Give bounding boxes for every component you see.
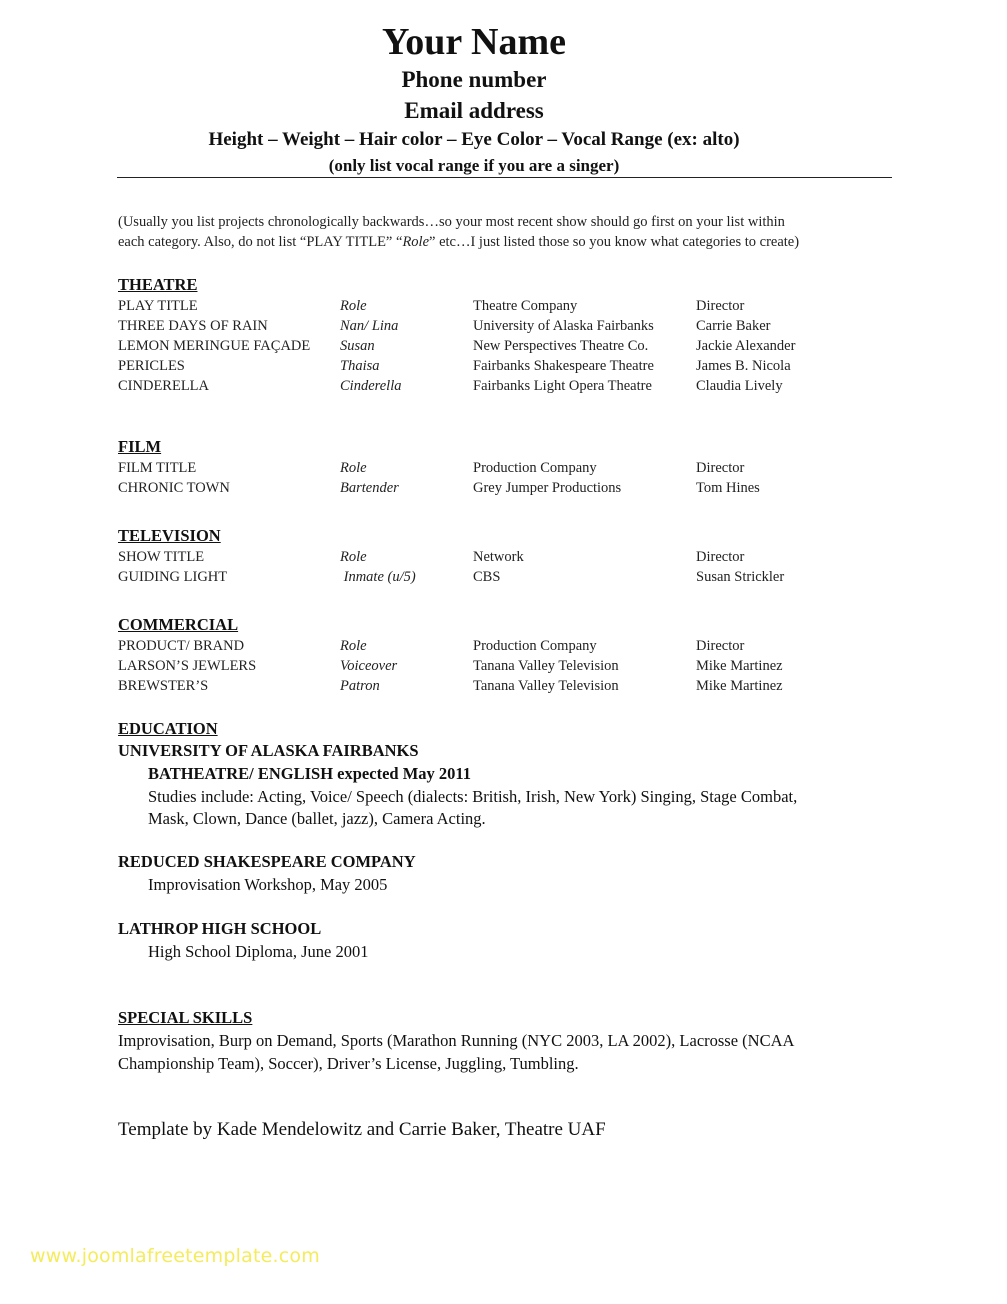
school-name: REDUCED SHAKESPEARE COMPANY xyxy=(118,852,416,871)
credit-role: Voiceover xyxy=(340,658,398,674)
school-name: LATHROP HIGH SCHOOL xyxy=(118,919,322,938)
commercial-row xyxy=(118,636,898,656)
theatre-row xyxy=(118,316,898,336)
credit-director: Carrie Baker xyxy=(696,318,771,334)
credit-company: New Perspectives Theatre Co. xyxy=(473,338,649,354)
physical-stats: Height – Weight – Hair color – Eye Color – Vocal Range (ex: alto) xyxy=(208,129,740,150)
studies-line-1: Studies include: Acting, Voice/ Speech (dialects: British, Irish, New York) Singing, Stage Combat, xyxy=(148,787,798,806)
school-detail: High School Diploma, June 2001 xyxy=(148,942,369,961)
credit-company: Network xyxy=(473,549,524,565)
theatre-row xyxy=(118,336,898,356)
television-row xyxy=(118,547,898,567)
film-heading: FILM xyxy=(118,437,162,456)
intro-line-2-start: each category. Also, do not list “PLAY TITLE” “ xyxy=(118,234,403,250)
vocal-range-note: (only list vocal range if you are a singer) xyxy=(328,156,620,175)
credit-company: CBS xyxy=(473,569,501,585)
credit-company: Fairbanks Shakespeare Theatre xyxy=(473,358,654,374)
television-row xyxy=(118,567,898,587)
studies-line-2: Mask, Clown, Dance (ballet, jazz), Camera Acting. xyxy=(148,809,486,828)
credit-role: Role xyxy=(340,460,367,476)
credit-company: Tanana Valley Television xyxy=(473,678,619,694)
credit-role: Inmate (u/5) xyxy=(340,569,416,585)
credit-company: Production Company xyxy=(473,460,597,476)
credit-role: Cinderella xyxy=(340,378,402,394)
intro-note xyxy=(118,212,888,252)
credit-title: GUIDING LIGHT xyxy=(118,569,228,585)
credit-title: PLAY TITLE xyxy=(118,298,198,314)
credit-director: Tom Hines xyxy=(696,480,760,496)
credit-director: Jackie Alexander xyxy=(696,338,796,354)
credit-title: CINDERELLA xyxy=(118,378,210,394)
degree: BATHEATRE/ ENGLISH expected May 2011 xyxy=(148,764,471,783)
intro-line-1: (Usually you list projects chronologically backwards…so your most recent show should go first on your list within xyxy=(118,214,785,230)
credit-title: PERICLES xyxy=(118,358,185,374)
credit-director: Mike Martinez xyxy=(696,678,783,694)
intro-role-word: Role xyxy=(402,234,430,250)
resume-name: Your Name xyxy=(381,21,566,63)
credit-title: LEMON MERINGUE FAÇADE xyxy=(118,338,311,354)
credit-company: Fairbanks Light Opera Theatre xyxy=(473,378,652,394)
credit-director: Susan Strickler xyxy=(696,569,785,585)
theatre-row xyxy=(118,356,898,376)
credit-role: Bartender xyxy=(340,480,399,496)
credit-director: Director xyxy=(696,638,745,654)
credit-title: THREE DAYS OF RAIN xyxy=(118,318,268,334)
film-row xyxy=(118,478,898,498)
intro-line-2 xyxy=(118,232,888,252)
credit-role: Patron xyxy=(340,678,380,694)
credit-role: Thaisa xyxy=(340,358,380,374)
special-skills-heading: SPECIAL SKILLS xyxy=(118,1008,253,1027)
theatre-row xyxy=(118,376,898,396)
special-skills-text xyxy=(118,1029,888,1075)
template-credit: Template by Kade Mendelowitz and Carrie Baker, Theatre UAF xyxy=(118,1119,606,1140)
credit-director: Director xyxy=(696,549,745,565)
credit-title: BREWSTER’S xyxy=(118,678,209,694)
credit-company: Grey Jumper Productions xyxy=(473,480,622,496)
credit-role: Role xyxy=(340,549,367,565)
credit-company: Tanana Valley Television xyxy=(473,658,619,674)
school-name: UNIVERSITY OF ALASKA FAIRBANKS xyxy=(118,741,419,760)
header-divider xyxy=(117,177,892,178)
credit-title: PRODUCT/ BRAND xyxy=(118,638,245,654)
school-detail: Improvisation Workshop, May 2005 xyxy=(148,875,388,894)
credit-role: Role xyxy=(340,638,367,654)
credit-company: Production Company xyxy=(473,638,597,654)
credit-director: Claudia Lively xyxy=(696,378,783,394)
phone-number: Phone number xyxy=(401,67,547,92)
intro-line-2-end: ” etc…I just listed those so you know what categories to create) xyxy=(429,234,800,250)
credit-director: Director xyxy=(696,460,745,476)
credit-role: Nan/ Lina xyxy=(340,318,399,334)
credit-title: SHOW TITLE xyxy=(118,549,205,565)
studies-description xyxy=(148,786,888,830)
film-row xyxy=(118,458,898,478)
skills-line-1: Improvisation, Burp on Demand, Sports (Marathon Running (NYC 2003, LA 2002), Lacrosse (NCAA xyxy=(118,1031,795,1050)
television-heading: TELEVISION xyxy=(118,526,221,545)
commercial-heading: COMMERCIAL xyxy=(118,615,239,634)
commercial-row xyxy=(118,676,898,696)
credit-role: Susan xyxy=(340,338,375,354)
theatre-row xyxy=(118,296,898,316)
skills-line-2: Championship Team), Soccer), Driver’s License, Juggling, Tumbling. xyxy=(118,1054,579,1073)
education-heading: EDUCATION xyxy=(118,719,218,738)
credit-company: University of Alaska Fairbanks xyxy=(473,318,654,334)
website-watermark: www.joomlafreetemplate.com xyxy=(30,1245,320,1267)
credit-company: Theatre Company xyxy=(473,298,578,314)
commercial-row xyxy=(118,656,898,676)
credit-director: Director xyxy=(696,298,745,314)
credit-title: LARSON’S JEWLERS xyxy=(118,658,257,674)
credit-title: FILM TITLE xyxy=(118,460,197,476)
credit-director: James B. Nicola xyxy=(696,358,791,374)
credit-title: CHRONIC TOWN xyxy=(118,480,230,496)
theatre-heading: THEATRE xyxy=(118,275,198,294)
email-address: Email address xyxy=(404,98,544,123)
credit-role: Role xyxy=(340,298,367,314)
credit-director: Mike Martinez xyxy=(696,658,783,674)
